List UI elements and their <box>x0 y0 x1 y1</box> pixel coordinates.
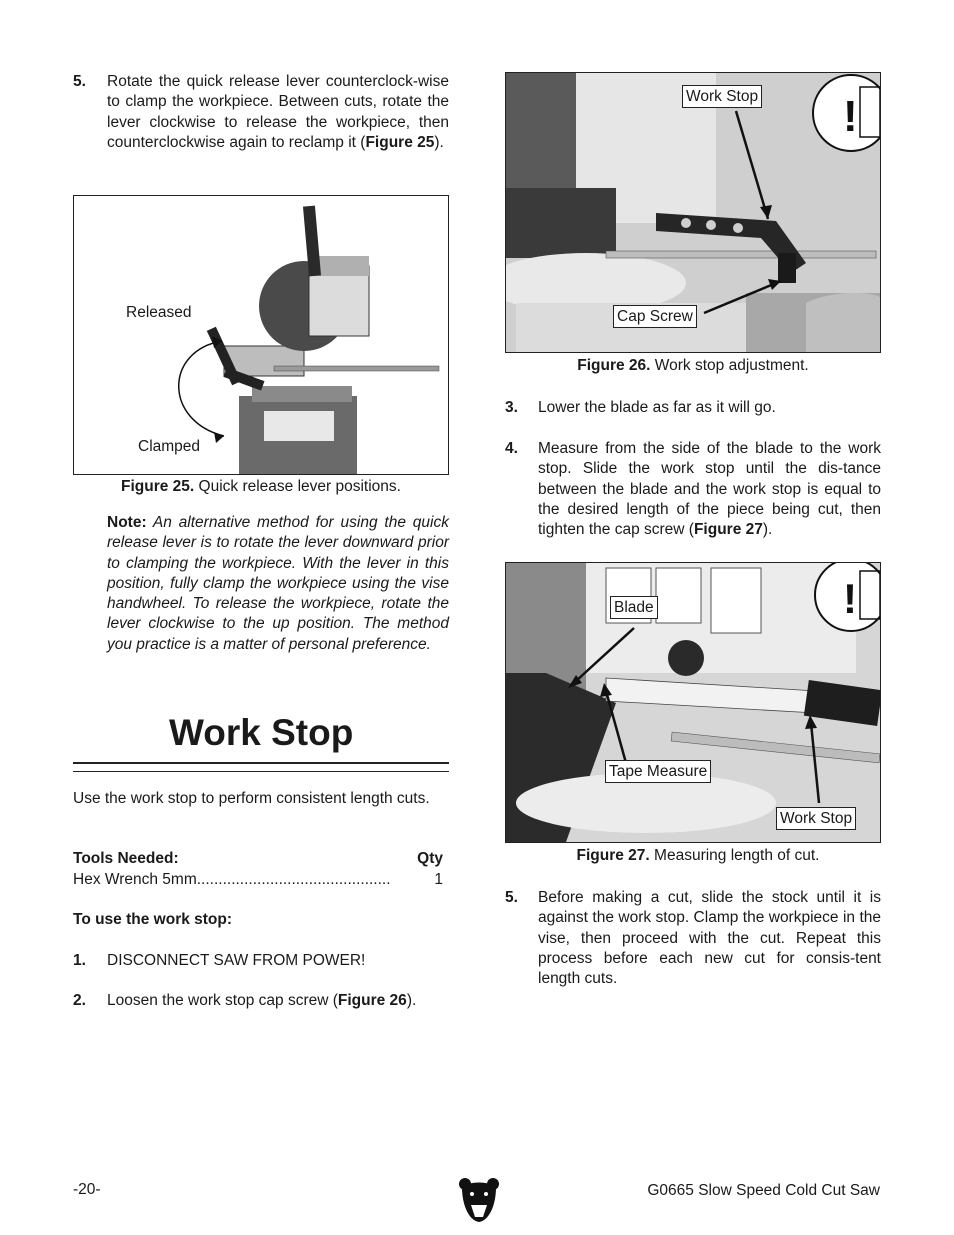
step-2 <box>73 991 449 1013</box>
step-number: 1. <box>73 952 86 969</box>
step-text: Before making a cut, slide the stock until it is against the work stop. Clamp the workpiece in the vise, then proceed with the cut. Repeat this process before each new cut for consis-tent length cuts. <box>538 889 881 988</box>
figure-25-photo <box>73 195 449 475</box>
step-5-right <box>505 888 881 990</box>
figure-reference: Figure 26 <box>337 992 407 1009</box>
callout-work-stop: Work Stop <box>776 807 856 830</box>
tools-item: Hex Wrench 5mm............................................. 1 <box>73 871 443 888</box>
step-text: Loosen the work stop cap screw (Figure 26). <box>107 992 417 1009</box>
procedure-heading: To use the work stop: <box>73 911 233 928</box>
step-text: Measure from the side of the blade to the work stop. Slide the work stop until the dis-tance between the blade and the work stop is equal to the desired length of the piece being cut, then tighten the cap screw (Figure 27). <box>538 440 881 539</box>
callout-tape-measure: Tape Measure <box>605 760 711 783</box>
step-4 <box>505 439 881 541</box>
step-text: Lower the blade as far as it will go. <box>538 399 776 416</box>
step-number: 5. <box>73 73 86 90</box>
section-rule-thick <box>73 762 449 764</box>
figure-25-caption: Figure 25. Quick release lever positions. <box>121 478 401 495</box>
figure-27-caption: Figure 27. Measuring length of cut. <box>576 847 820 864</box>
step-number: 5. <box>505 889 518 906</box>
step-text: Rotate the quick release lever counterclock-wise to clamp the workpiece. Between cuts, rotate the lever clockwise to release the workpiece, then counterclockwise again to reclamp it (Figure 25). <box>107 73 449 151</box>
callout-work-stop: Work Stop <box>682 85 762 108</box>
figure-26-caption: Figure 26. Work stop adjustment. <box>577 357 809 374</box>
section-title: Work Stop <box>169 712 354 753</box>
page-number: -20- <box>73 1181 101 1198</box>
model-footer: G0665 Slow Speed Cold Cut Saw <box>647 1182 880 1199</box>
tools-header: Tools Needed: Qty <box>73 850 443 867</box>
note-label: Note: <box>107 514 147 531</box>
callout-blade: Blade <box>610 596 658 619</box>
note-paragraph: Note: An alternative method for using the quick release lever is to rotate the lever downward prior to clamping the workpiece. With the lever in this position, fully clamp the workpiece using the vise handwheel. To release the workpiece, rotate the lever clockwise to the up position. The method you practice is a matter of personal preference. <box>107 514 449 653</box>
label-released: Released <box>126 304 192 321</box>
svg-text:!: ! <box>843 575 857 622</box>
svg-text:!: ! <box>843 92 858 141</box>
callout-cap-screw: Cap Screw <box>613 305 697 328</box>
section-rule-thin <box>73 771 449 772</box>
step-text: DISCONNECT SAW FROM POWER! <box>107 952 366 969</box>
step-number: 3. <box>505 399 518 416</box>
intro-paragraph: Use the work stop to perform consistent length cuts. <box>73 790 430 807</box>
step-1 <box>73 951 449 973</box>
label-clamped: Clamped <box>138 438 201 455</box>
step-number: 4. <box>505 440 518 457</box>
step-3 <box>505 398 881 420</box>
grizzly-bear-logo <box>458 1177 500 1223</box>
figure-reference: Figure 25 <box>365 133 435 151</box>
step-number: 2. <box>73 992 86 1009</box>
figure-27-photo <box>505 562 881 843</box>
step-5-left <box>73 72 449 174</box>
figure-reference: Figure 27 <box>693 521 763 539</box>
figure-26-photo <box>505 72 881 353</box>
